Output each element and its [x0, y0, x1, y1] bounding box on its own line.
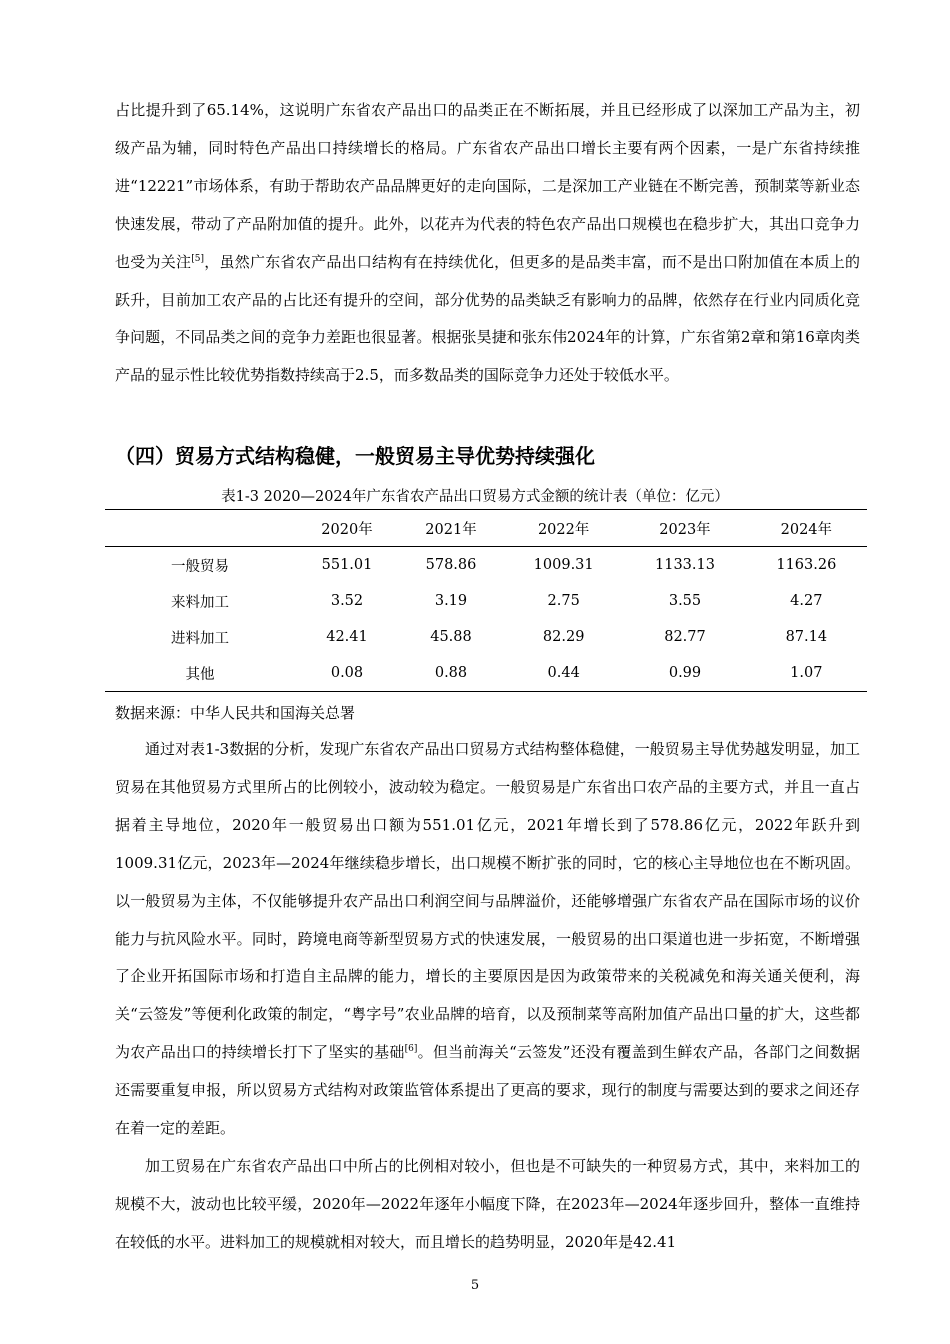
row-label: 其他 — [185, 666, 215, 683]
row-label: 来料加工 — [171, 594, 229, 611]
table-row — [105, 583, 867, 619]
header-cell: 2020年 — [321, 521, 373, 538]
table-cell: 0.44 — [547, 665, 580, 681]
data-source-note: 数据来源：中华人民共和国海关总署 — [115, 704, 356, 722]
table-cell: 4.27 — [790, 593, 823, 609]
paragraph-text: ，虽然广东省农产品出口结构有在持续优化，但更多的是品类丰富，而不是出口附加值在本质上的跃升，目前加工农产品的占比还有提升的空间，部分优势的品类缺乏有影响力的品牌，依然存在行业内同质化竞争问题，不同品类之间的竞争力差距也很显著。根据张昊捷和张东伟2024年的计算，广东省第2章和第16章肉类产品的显示性比较优势指数持续高于2.5，而多数品类的国际竞争力还处于较低水平。 — [115, 252, 860, 385]
row-label: 一般贸易 — [171, 558, 229, 575]
row-label: 进料加工 — [171, 630, 229, 647]
paragraph-text: 。但当前海关“云签发”还没有覆盖到生鲜农产品，各部门之间数据还需要重复申报，所以贸易方式结构对政策监管体系提出了更高的要求，现行的制度与需要达到的要求之间还存在着一定的差距。 — [115, 1043, 860, 1138]
body-paragraph-1 — [115, 92, 860, 395]
header-cell: 2023年 — [659, 521, 711, 538]
table-cell: 1009.31 — [533, 557, 594, 573]
header-cell: 2022年 — [537, 521, 590, 538]
table-row — [105, 547, 867, 584]
table-cell: 3.52 — [330, 593, 364, 609]
table-caption: 表1-3 2020—2024年广东省农产品出口贸易方式金额的统计表（单位：亿元） — [221, 489, 729, 505]
body-paragraph-2 — [115, 731, 860, 1148]
table-cell: 551.01 — [321, 557, 373, 573]
table-cell: 2.75 — [547, 593, 580, 609]
header-cell: 2021年 — [425, 521, 477, 538]
table-cell: 3.19 — [434, 593, 468, 609]
table-cell: 1.07 — [790, 665, 823, 681]
table-row — [105, 619, 867, 655]
table-cell: 82.29 — [542, 629, 585, 645]
table-cell: 3.55 — [668, 593, 702, 609]
header-cell: 2024年 — [780, 521, 833, 538]
citation-ref[interactable]: [6] — [404, 1044, 418, 1055]
table-cell: 0.08 — [330, 665, 364, 681]
table-cell: 0.88 — [434, 665, 468, 681]
body-paragraph-3: 加工贸易在广东省农产品出口中所占的比例相对较小，但也是不可缺失的一种贸易方式，其中，来料加工的规模不大，波动也比较平缓，2020年—2022年逐年小幅度下降，在2023年—2024年逐步回升，整体一直维持在较低的水平。进料加工的规模就相对较大，而且增长的趋势明显，2020年是42.41 — [115, 1157, 860, 1251]
table-row — [105, 655, 867, 692]
table-cell: 1163.26 — [776, 557, 837, 573]
page-number: 5 — [470, 1278, 480, 1293]
paragraph-text: 通过对表1-3数据的分析，发现广东省农产品出口贸易方式结构整体稳健，一般贸易主导优势越发明显，加工贸易在其他贸易方式里所占的比例较小，波动较为稳定。一般贸易是广东省出口农产品的主要方式，并且一直占据着主导地位，2020年一般贸易出口额为551.01亿元，2021年增长到了578.86亿元，2022年跃升到1009.31亿元，2023年—2024年继续稳步增长，出口规模不断扩张的同时，它的核心主导地位也在不断巩固。以一般贸易为主体，不仅能够提升农产品出口利润空间与品牌溢价，还能够增强广东省农产品在国际市场的议价能力与抗风险水平。同时，跨境电商等新型贸易方式的快速发展，一般贸易的出口渠道也进一步拓宽，不断增强了企业开拓国际市场和打造自主品牌的能力，增长的主要原因是因为政策带来的关税减免和海关通关便利，海关“云签发”等便利化政策的制定，“粤字号”农业品牌的培育，以及预制菜等高附加值产品出口量的扩大，这些都为农产品出口的持续增长打下了坚实的基础 — [115, 740, 860, 1062]
trade-mode-table — [105, 509, 867, 692]
citation-ref[interactable]: [5] — [191, 253, 205, 264]
table-cell: 1133.13 — [655, 557, 715, 573]
table-cell: 82.77 — [664, 629, 706, 645]
header-cell — [105, 510, 295, 547]
table-header-row — [105, 510, 867, 547]
table-cell: 578.86 — [425, 557, 477, 573]
table-cell: 87.14 — [785, 629, 828, 645]
section-heading: （四）贸易方式结构稳健，一般贸易主导优势持续强化 — [115, 444, 595, 468]
table-cell: 0.99 — [668, 665, 702, 681]
paragraph-text: 占比提升到了65.14%，这说明广东省农产品出口的品类正在不断拓展，并且已经形成了以深加工产品为主，初级产品为辅，同时特色产品出口持续增长的格局。广东省农产品出口增长主要有两个因素，一是广东省持续推进“12221”市场体系，有助于帮助农产品品牌更好的走向国际，二是深加工产业链在不断完善，预制菜等新业态快速发展，带动了产品附加值的提升。此外，以花卉为代表的特色农产品出口规模也在稳步扩大，其出口竞争力也受为关注 — [115, 101, 860, 271]
table-cell: 45.88 — [430, 629, 472, 645]
table-cell: 42.41 — [326, 629, 368, 645]
